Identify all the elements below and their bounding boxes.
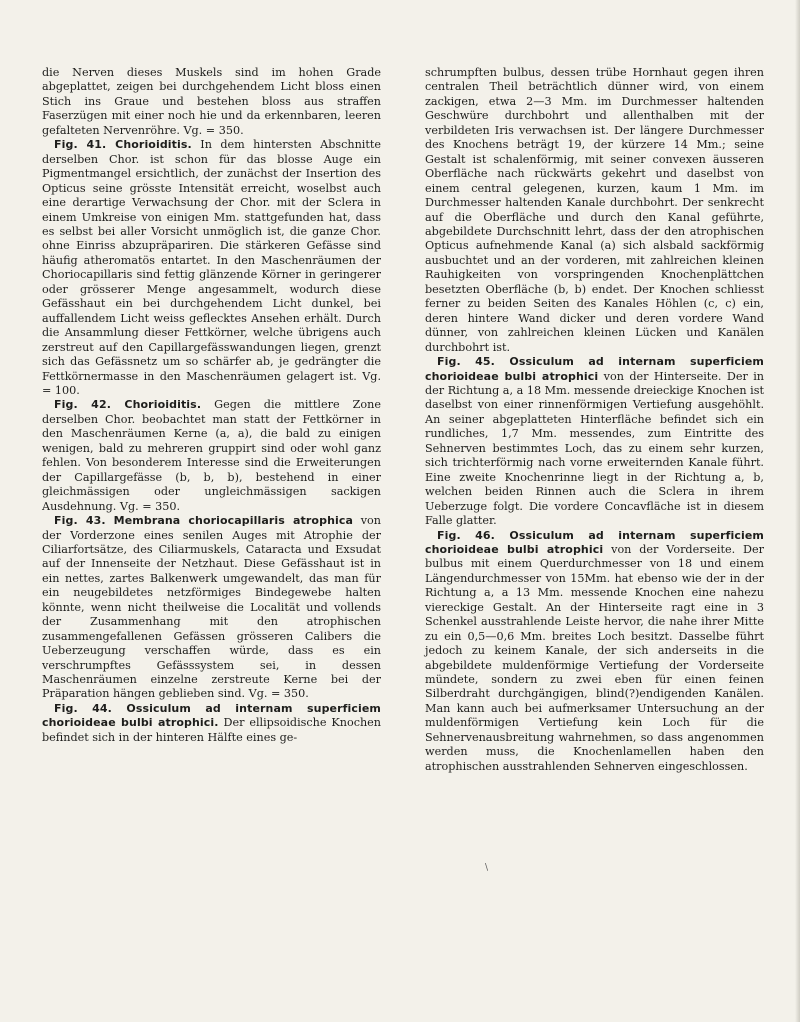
figure-caption-45 <box>425 355 764 528</box>
right-column <box>425 66 764 774</box>
figure-heading: Fig. 44. Ossiculum ad internam superficiem chorioideae bulbi atrophici. <box>42 701 381 730</box>
figure-caption-42 <box>42 398 381 514</box>
figure-text: von der Vorderzone eines senilen Auges mit Atrophie der Ciliarfortsätze, des Ciliarmuskels, Cataracta und Exsudat auf der Innenseite der Netzhaut. Diese Gefässhaut ist in ein nettes, zartes Balkenwerk umgewandelt, das man für ein neugebildetes netzförmiges Bindegewebe halten könnte, wenn nicht theilweise die Localität und vollends der Zusammenhang mit den atrophischen zusammengefallenen Gefässen grösseren Calibers die Ueberzeugung verschaffen würde, dass es ein verschrumpftes Gefässsystem sei, in dessen Maschenräumen einzelne zerstreute Kerne bei der Präparation hängen geblieben sind. Vg. = 350. <box>42 514 381 701</box>
figure-text: von der Vorderseite. Der bulbus mit einem Querdurchmesser von 18 und einem Längendurchmesser von 15Mm. hat ebenso wie der in der Richtung a, a 13 Mm. messende Knochen eine nahezu viereckige Gestalt. An der Hinterseite ragt eine in 3 Schenkel ausstrahlende Leiste hervor, die nahe ihrer Mitte zu ein 0,5—0,6 Mm. breites Loch besitzt. Dasselbe führt jedoch zu keinem Kanale, der sich anderseits in die abgebildete muldenförmige Vertiefung der Vorderseite mündete, sondern zu zwei eben für einen feinen Silberdraht durchgängigen, blind(?)endigenden Kanälen. Man kann auch bei aufmerksamer Untersuchung an der muldenförmigen Vertiefung kein Loch für die Sehnervenausbreitung wahrnehmen, so dass angenommen werden muss, die Knochenlamellen haben den atrophischen ausstrahlenden Sehnerven eingeschlossen. <box>425 542 764 773</box>
figure-caption-41 <box>42 138 381 398</box>
figure-caption-46 <box>425 529 764 775</box>
figure-text: Gegen die mittlere Zone derselben Chor. beobachtet man statt der Fettkörner in den Maschenräumen Kerne (a, a), die bald zu einigen wenigen, bald zu mehreren gruppirt sind oder wohl ganz fehlen. Von besonderem Interesse sind die Erweiterungen der Capillargefässe (b, b, b), bestehend in einer gleichmässigen oder ungleichmässigen sackigen Ausdehnung. Vg. = 350. <box>42 398 381 513</box>
figure-text: In dem hintersten Abschnitte derselben Chor. ist schon für das blosse Auge ein Pigmentmangel ersichtlich, der zunächst der Insertion des Opticus seine grösste Intensität erreicht, woselbst auch eine derartige Verwachsung der Chor. mit der Sclera in einem Umkreise von einigen Mm. stattgefunden hat, dass es selbst bei aller Vorsicht unmöglich ist, die ganze Chor. ohne Einriss abzupräpariren. Die stärkeren Gefässe sind häufig atheromatös entartet. In den Maschenräumen der Choriocapillaris sind fettig glänzende Körner in geringerer oder grösserer Menge angesammelt, wodurch diese Gefässhaut ein bei durchgehendem Licht dunkel, bei auffallendem Licht weiss geflecktes Ansehen erhält. Durch die Ansammlung dieser Fettkörner, welche übrigens auch zerstreut auf den Capillargefässwandungen liegen, grenzt sich das Gefässnetz um so schärfer ab, je gedrängter die Fettkörnermasse in den Maschenräumen gelagert ist. Vg. = 100. <box>42 138 381 397</box>
figure-heading: Fig. 42. Chorioiditis. <box>54 398 202 412</box>
left-column <box>42 66 381 745</box>
paragraph: schrumpften bulbus, dessen trübe Hornhaut gegen ihren centralen Theil beträchtlich dünner wird, von einem zackigen, etwa 2—3 Mm. im Durchmesser haltenden Geschwüre durchbohrt und allenthalben mit der verbildeten Iris verwachsen ist. Der längere Durchmesser des Knochens beträgt 19, der kürzere 14 Mm.; seine Gestalt ist schalenförmig, mit seiner convexen äusseren Oberfläche nach rückwärts gekehrt und daselbst von einem central gelegenen, kurzen, kaum 1 Mm. im Durchmesser haltenden Kanale durchbohrt. Der senkrecht auf die Oberfläche und durch den Kanal geführte, abgebildete Durchschnitt lehrt, dass der den atrophischen Opticus aufnehmende Kanal (a) sich alsbald sackförmig ausbuchtet und an der vorderen, mit zahlreichen kleinen Rauhigkeiten von vorspringenden Knochenplättchen besetzten Oberfläche (b, b) endet. Der Knochen schliesst ferner zu beiden Seiten des Kanales Höhlen (c, c) ein, deren hintere Wand dicker und deren vordere Wand dünner, von zahlreichen kleinen Lücken und Kanälen durchbohrt ist. <box>425 66 764 354</box>
figure-caption-44 <box>42 702 381 745</box>
stray-mark: \ <box>485 863 489 873</box>
page-edge <box>795 0 800 1022</box>
figure-heading: Fig. 45. Ossiculum ad internam superficiem chorioideae bulbi atrophici <box>425 355 764 383</box>
figure-heading: Fig. 46. Ossiculum ad internam superficiem chorioideae bulbi atrophici <box>425 528 764 556</box>
figure-heading: Fig. 41. Chorioiditis. <box>54 138 192 152</box>
paragraph: die Nerven dieses Muskels sind im hohen Grade abgeplattet, zeigen bei durchgehendem Licht bloss einen Stich ins Graue und bestehen bloss aus straffen Faserzügen mit einer noch hie und da erkennbaren, leeren gefalteten Nervenröhre. Vg. = 350. <box>42 66 381 137</box>
figure-text: Der ellipsoidische Knochen befindet sich in der hinteren Hälfte eines ge- <box>42 716 381 744</box>
figure-caption-43 <box>42 514 381 702</box>
figure-text: von der Hinterseite. Der in der Richtung a, a 18 Mm. messende dreieckige Knochen ist daselbst von einer rinnenförmigen Vertiefung ausgehöhlt. An seiner abgeplatteten Hinterfläche befindet sich ein rundliches, 1,7 Mm. messendes, zum Eintritte des Sehnerven bestimmtes Loch, das zu einem sehr kurzen, sich trichterförmig nach vorne erweiternden Kanale führt. Eine zweite Knochenrinne liegt in der Richtung a, b, welchen beiden Rinnen auch die Sclera in ihrem Ueberzuge folgt. Die vordere Concavfläche ist in diesem Falle glatter. <box>425 369 765 528</box>
figure-heading: Fig. 43. Membrana choriocapillaris atrophica <box>54 514 354 528</box>
